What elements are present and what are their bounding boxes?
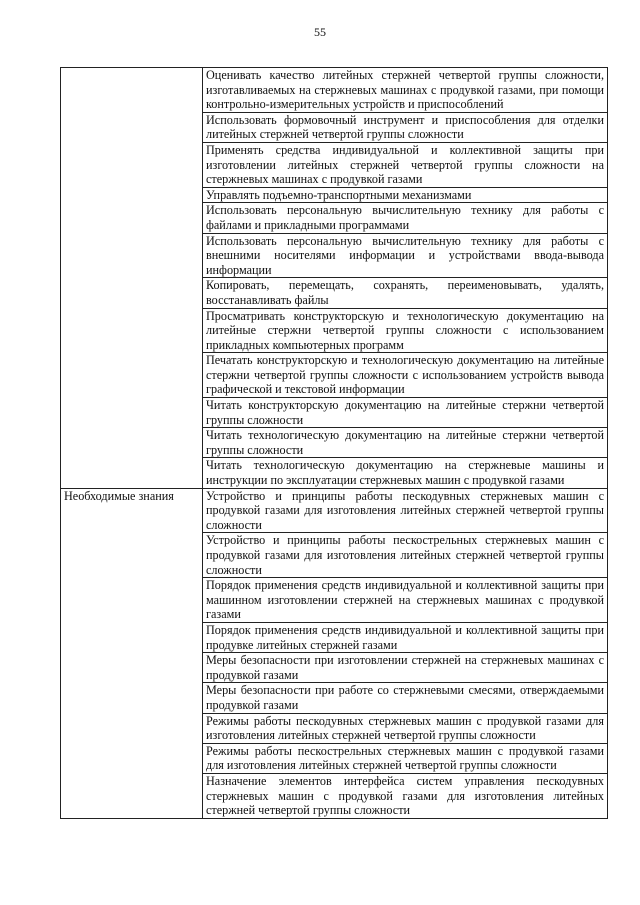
knowledge-item: Устройство и принципы работы пескострельных стержневых машин с продувкой газами для изготовления литейных стержней четвертой группы сложности [203,533,608,578]
skills-section [61,68,608,489]
table-row [61,488,608,533]
knowledge-section [61,488,608,818]
skill-item: Управлять подъемно-транспортными механизмами [203,187,608,203]
skill-item: Просматривать конструкторскую и технологическую документацию на литейные стержни четвертой группы сложности с использованием прикладных компьютерных программ [203,308,608,353]
skill-item: Применять средства индивидуальной и коллективной защиты при изготовлении литейных стержней четвертой группы сложности на стержневых машинах с продувкой газами [203,142,608,187]
knowledge-item: Меры безопасности при работе со стержневыми смесями, отверждаемыми продувкой газами [203,683,608,713]
skill-item: Печатать конструкторскую и технологическую документацию на литейные стержни четвертой группы сложности с использованием устройств вывода графической и текстовой информации [203,353,608,398]
skill-item: Читать технологическую документацию на литейные стержни четвертой группы сложности [203,428,608,458]
requirements-table [60,67,608,819]
knowledge-item: Назначение элементов интерфейса систем управления пескодувных стержневых машин с продувкой газами для изготовления литейных стержней четвертой группы сложности [203,773,608,818]
page-number: 55 [314,25,326,39]
table-row [61,68,608,113]
skills-label [61,68,203,489]
knowledge-label: Необходимые знания [61,488,203,818]
skill-item: Оценивать качество литейных стержней четвертой группы сложности, изготавливаемых на стержневых машинах с продувкой газами, при помощи контрольно-измерительных устройств и приспособлений [203,68,608,113]
skill-item: Использовать персональную вычислительную технику для работы с файлами и прикладными программами [203,203,608,233]
knowledge-item: Режимы работы пескострельных стержневых машин с продувкой газами для изготовления литейных стержней четвертой группы сложности [203,743,608,773]
knowledge-item: Порядок применения средств индивидуальной и коллективной защиты при продувке литейных стержней газами [203,622,608,652]
knowledge-item: Устройство и принципы работы пескодувных стержневых машин с продувкой газами для изготовления литейных стержней четвертой группы сложности [203,488,608,533]
knowledge-item: Меры безопасности при изготовлении стержней на стержневых машинах с продувкой газами [203,653,608,683]
skill-item: Читать конструкторскую документацию на литейные стержни четвертой группы сложности [203,398,608,428]
skill-item: Использовать персональную вычислительную технику для работы с внешними носителями информации и устройствами ввода-вывода информации [203,233,608,278]
skill-item: Использовать формовочный инструмент и приспособления для отделки литейных стержней четвертой группы сложности [203,112,608,142]
skill-item: Читать технологическую документацию на стержневые машины и инструкции по эксплуатации стержневых машин с продувкой газами [203,458,608,488]
knowledge-item: Режимы работы пескодувных стержневых машин с продувкой газами для изготовления литейных стержней четвертой группы сложности [203,713,608,743]
knowledge-item: Порядок применения средств индивидуальной и коллективной защиты при машинном изготовлении стержней на стержневых машинах с продувкой газами [203,578,608,623]
skill-item: Копировать, перемещать, сохранять, переименовывать, удалять, восстанавливать файлы [203,278,608,308]
